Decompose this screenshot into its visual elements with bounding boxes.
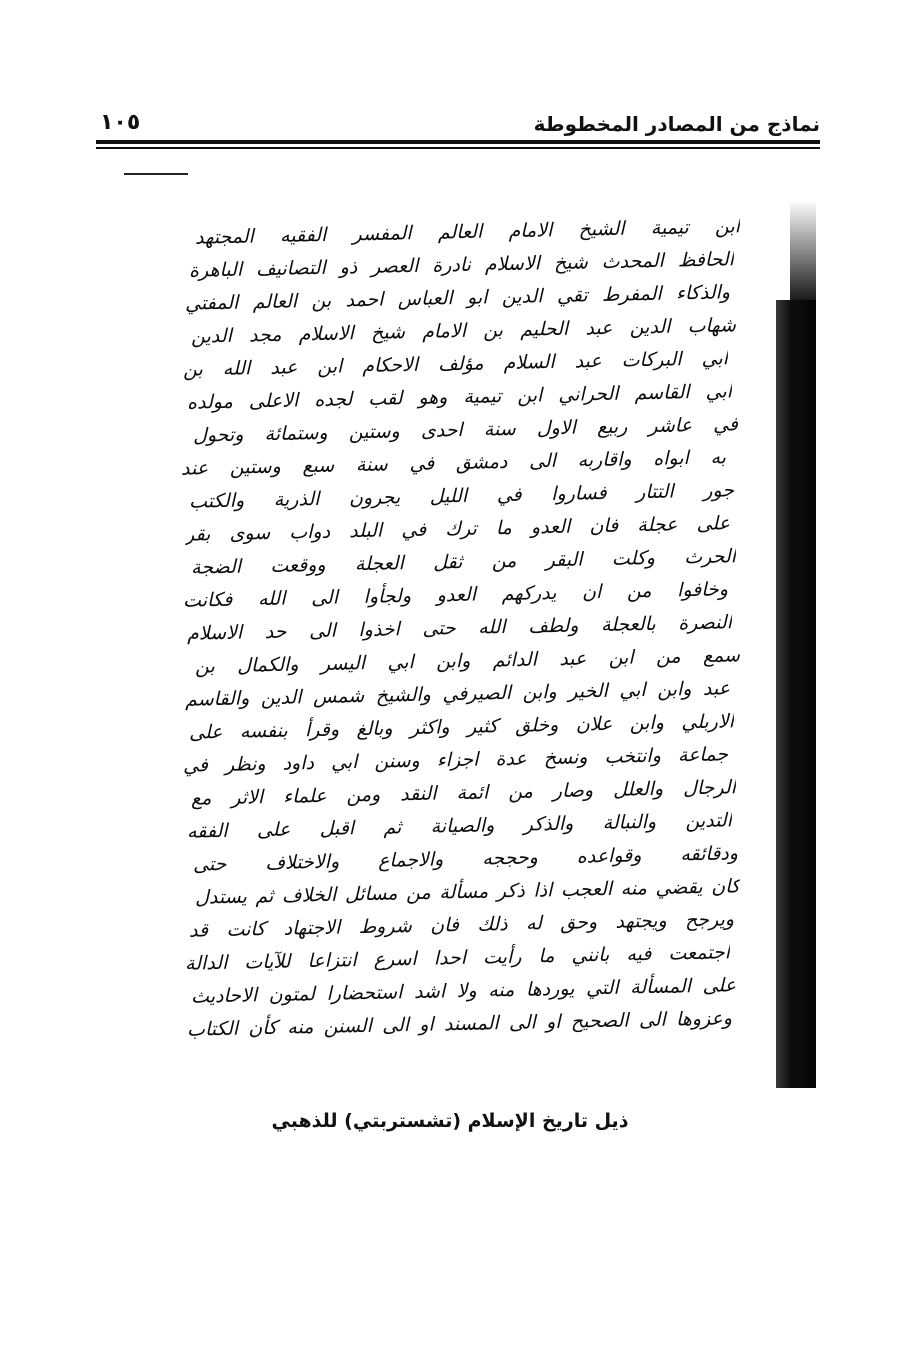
manuscript-line: شهاب الدين عبد الحليم بن الامام شيخ الاسلام مجد الدين [190, 314, 737, 348]
manuscript-line: في عاشر ربيع الاول سنة احدى وستين وستمائة وتحول [192, 413, 739, 447]
manuscript-line: وخافوا من ان يدركهم العدو ولجأوا الى الله فكانت [182, 578, 729, 612]
manuscript-line: ابن تيمية الشيخ الامام العالم المفسر الفقيه المجتهد [194, 215, 741, 249]
scan-edge-shadow [790, 200, 816, 300]
manuscript-line: النصرة بالعجلة ولطف الله حتى اخذوا الى حد الاسلام [186, 611, 733, 645]
manuscript-line: جور التتار فساروا في الليل يجرون الذرية والكتب [188, 479, 735, 513]
page-number: ١٠٥ [100, 110, 141, 135]
manuscript-line: الاربلي وابن علان وخلق كثير واكثر وبالغ وقرأ بنفسه على [188, 710, 735, 744]
manuscript-line: ابي القاسم الحراني ابن تيمية وهو لقب لجده الاعلى مولده [186, 380, 733, 414]
manuscript-line: الرجال والعلل وصار من ائمة النقد ومن علماء الاثر مع [190, 776, 737, 810]
manuscript-line: الحرث وكلت البقر من ثقل العجلة ووقعت الضجة [190, 545, 737, 579]
manuscript-line: والذكاء المفرط تقي الدين ابو العباس احمد بن العالم المفتي [184, 281, 731, 315]
manuscript-line: جماعة وانتخب ونسخ عدة اجزاء وسنن ابي داود ونظر في [182, 743, 729, 777]
header-rule-thin [96, 147, 820, 149]
manuscript-line: عبد وابن ابي الخير وابن الصيرفي والشيخ شمس الدين والقاسم [184, 677, 731, 711]
manuscript-line: الحافظ المحدث شيخ الاسلام نادرة العصر ذو التصانيف الباهرة [188, 248, 735, 282]
manuscript-line: ودقائقه وقواعده وحججه والاجماع والاختلاف حتى [192, 842, 739, 876]
scan-edge-strip [776, 300, 816, 1088]
manuscript-line: على المسألة التي يوردها منه ولا اشد استحضارا لمتون الاحاديث [190, 974, 737, 1008]
manuscript-line: ابي البركات عبد السلام مؤلف الاحكام ابن عبد الله بن [182, 347, 729, 381]
manuscript-line: به ابواه واقاربه الى دمشق في سنة سبع وستين عند [180, 446, 727, 480]
manuscript-line: ويرجح ويجتهد وحق له ذلك فان شروط الاجتهاد كانت قد [188, 908, 735, 942]
figure-caption: ذيل تاريخ الإسلام (تشستربتي) للذهبي [271, 1110, 629, 1132]
running-title: نماذج من المصادر المخطوطة [533, 112, 820, 136]
manuscript-line: سمع من ابن عبد الدائم وابن ابي اليسر والكمال بن [194, 644, 741, 678]
running-header [96, 104, 820, 140]
manuscript-line: على عجلة فان العدو ما ترك في البلد دواب سوى بقر [184, 512, 731, 546]
manuscript-image [180, 215, 741, 1058]
short-divider [124, 173, 188, 175]
manuscript-line: التدين والنبالة والذكر والصيانة ثم اقبل على الفقه [186, 809, 733, 843]
manuscript-line: اجتمعت فيه بانني ما رأيت احدا اسرع انتزاعا للآيات الدالة [184, 941, 731, 975]
header-rule-thick [96, 140, 820, 144]
manuscript-line: كان يقضي منه العجب اذا ذكر مسألة من مسائل الخلاف ثم يستدل [194, 875, 741, 909]
manuscript-line: وعزوها الى الصحيح او الى المسند او الى السنن منه كأن الكتاب [186, 1007, 733, 1041]
